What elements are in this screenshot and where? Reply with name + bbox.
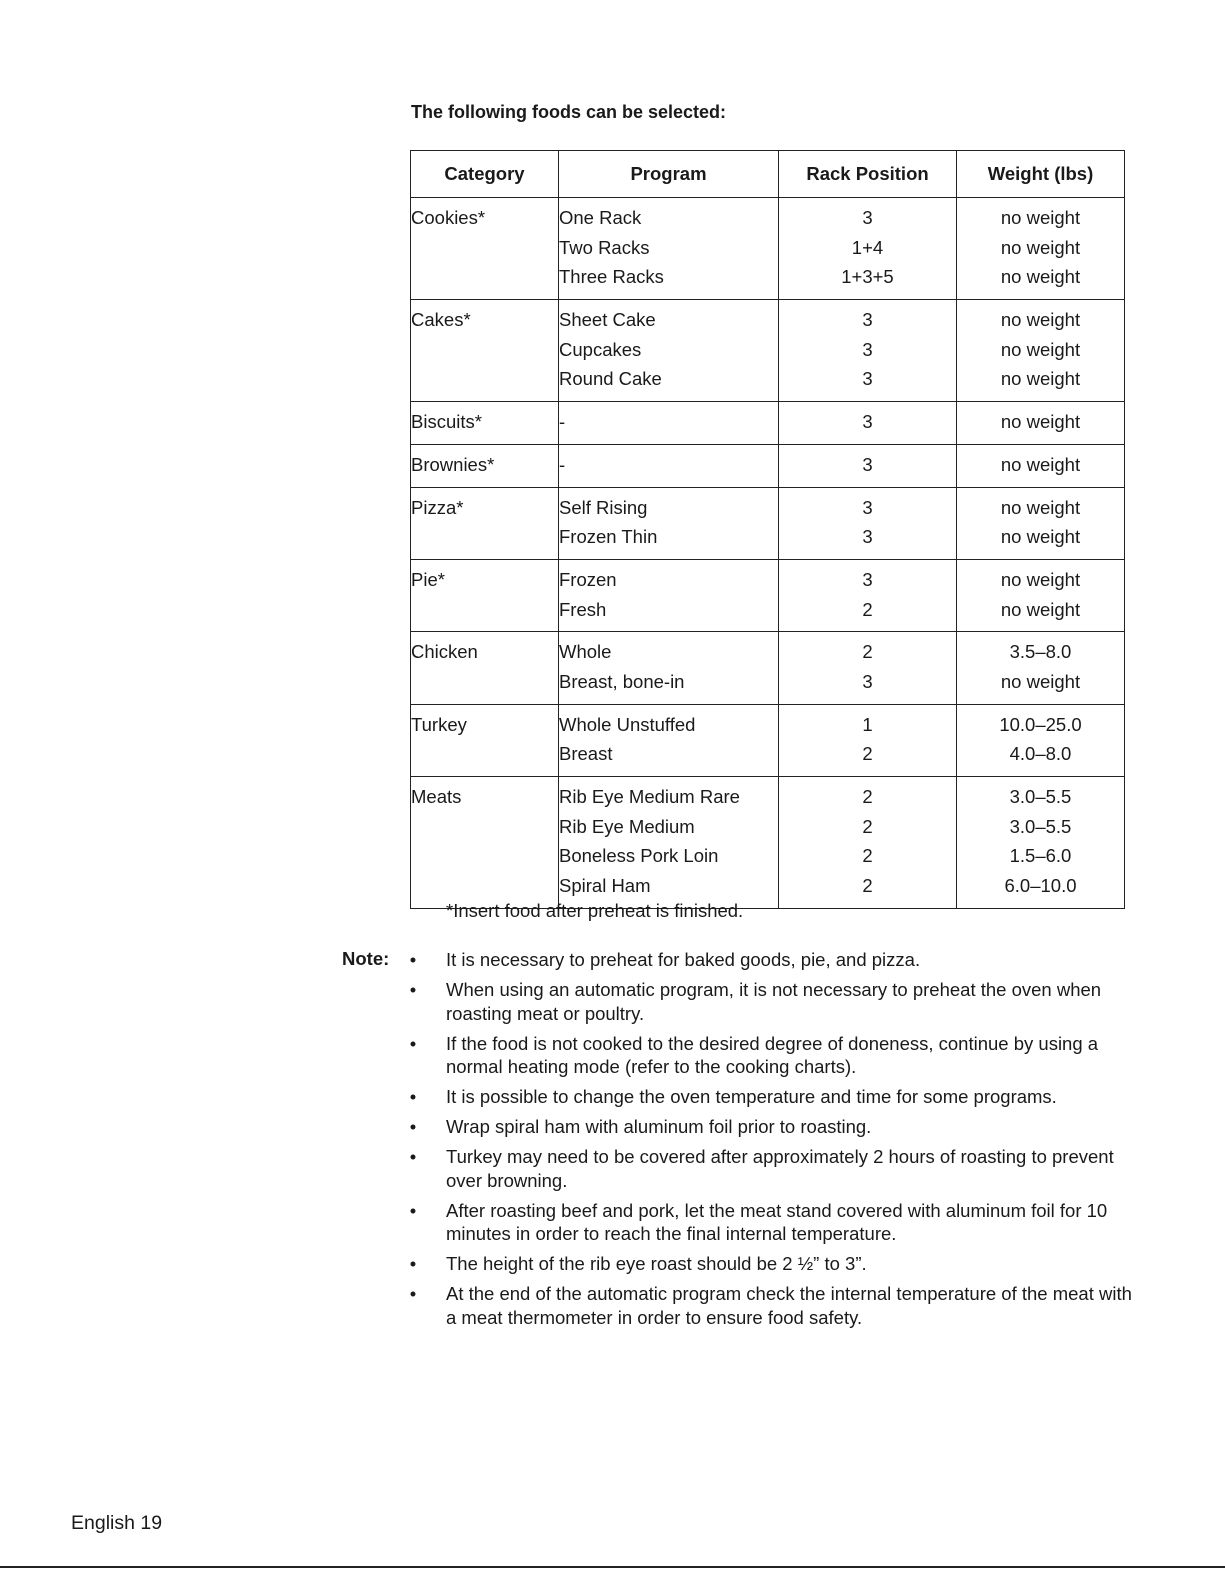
rack-position-value: 3 [862, 568, 873, 590]
program-cell [559, 444, 779, 487]
rack-position-value: 3 [862, 368, 873, 390]
weight-cell [957, 300, 1125, 402]
note-text: At the end of the automatic program check the internal temperature of the meat with a meat thermometer in order to ensure food safety. [446, 1283, 1132, 1328]
rack-position-value: 2 [862, 743, 873, 765]
weight-value: 10.0–25.0 [999, 713, 1082, 735]
note-text: Turkey may need to be covered after approximately 2 hours of roasting to prevent over browning. [446, 1146, 1114, 1191]
weight-cell [957, 198, 1125, 300]
table-body [411, 198, 1125, 909]
rack-position-cell [779, 300, 957, 402]
weight-value: no weight [1000, 411, 1081, 433]
table-row [411, 777, 1125, 909]
weight-value: no weight [1000, 598, 1081, 620]
rack-position-value: 3 [862, 207, 873, 228]
program-label: - [559, 453, 566, 475]
program-label: Cupcakes [559, 338, 642, 360]
program-label: One Rack [559, 207, 642, 228]
weight-value: no weight [1000, 496, 1081, 518]
rack-position-cell [779, 777, 957, 909]
weight-value: 6.0–10.0 [1004, 875, 1077, 897]
program-cell [559, 632, 779, 704]
bullet-icon: • [409, 949, 417, 970]
rack-position-value: 3 [862, 526, 873, 548]
weight-value: no weight [1000, 338, 1081, 360]
note-item [406, 948, 1146, 972]
table-row [411, 198, 1125, 300]
bullet-icon: • [409, 1116, 417, 1137]
rack-position-cell [779, 198, 957, 300]
weight-value: 3.0–5.5 [1009, 815, 1072, 837]
weight-value: no weight [1000, 453, 1081, 475]
note-text: When using an automatic program, it is not necessary to preheat the oven when roasting meat or poultry. [446, 979, 1102, 1024]
note-item [406, 1032, 1146, 1079]
note-item [406, 1199, 1146, 1246]
weight-value: no weight [1000, 266, 1081, 288]
program-label: Boneless Pork Loin [559, 845, 719, 867]
category-cell [411, 777, 559, 909]
column-header-category: Category [411, 151, 559, 198]
program-label: Rib Eye Medium [559, 815, 695, 837]
weight-cell [957, 777, 1125, 909]
program-cell [559, 777, 779, 909]
program-label: Fresh [559, 598, 607, 620]
table-row [411, 300, 1125, 402]
weight-value: 4.0–8.0 [1009, 743, 1072, 765]
weight-cell [957, 444, 1125, 487]
bullet-icon: • [409, 1253, 417, 1274]
bullet-icon: • [409, 1283, 417, 1304]
rack-position-cell [779, 444, 957, 487]
weight-cell [957, 632, 1125, 704]
note-item [406, 1282, 1146, 1329]
rack-position-value: 2 [862, 815, 873, 837]
program-label: Breast, bone-in [559, 670, 685, 692]
footer-rule [0, 1566, 1225, 1568]
rack-position-value: 3 [862, 496, 873, 518]
program-label: Self Rising [559, 496, 648, 518]
rack-position-value: 1 [862, 713, 873, 735]
weight-value: no weight [1000, 670, 1081, 692]
note-text: The height of the rib eye roast should be 2 ½” to 3”. [446, 1253, 867, 1274]
weight-cell [957, 704, 1125, 776]
weight-value: no weight [1000, 526, 1081, 548]
note-text: It is possible to change the oven temperature and time for some programs. [446, 1086, 1057, 1107]
notes-list [406, 948, 1146, 1336]
note-item [406, 1252, 1146, 1276]
bullet-icon: • [409, 1032, 417, 1054]
category-cell [411, 444, 559, 487]
column-header-rack-position: Rack Position [779, 151, 957, 198]
rack-position-value: 1+3+5 [841, 266, 894, 288]
note-item [406, 1115, 1146, 1139]
program-cell [559, 198, 779, 300]
table-row [411, 632, 1125, 704]
category-label: Meats [411, 786, 462, 807]
rack-position-cell [779, 704, 957, 776]
bullet-icon: • [409, 1146, 417, 1167]
program-label: Whole [559, 641, 612, 663]
program-label: Sheet Cake [559, 309, 656, 331]
bullet-icon: • [409, 1086, 417, 1107]
weight-value: no weight [1000, 207, 1081, 228]
category-cell [411, 632, 559, 704]
program-cell [559, 559, 779, 631]
table-row [411, 444, 1125, 487]
weight-value: 3.0–5.5 [1009, 786, 1072, 807]
rack-position-value: 2 [862, 641, 873, 663]
weight-cell [957, 487, 1125, 559]
category-cell [411, 487, 559, 559]
program-label: Frozen Thin [559, 526, 658, 548]
table-row [411, 402, 1125, 445]
weight-value: no weight [1000, 368, 1081, 390]
category-cell [411, 402, 559, 445]
program-label: Three Racks [559, 266, 664, 288]
category-cell [411, 300, 559, 402]
category-label: Cookies* [411, 207, 486, 228]
program-label: Frozen [559, 568, 617, 590]
footnote: *Insert food after preheat is finished. [446, 900, 744, 921]
table-header-row [411, 151, 1125, 198]
category-cell [411, 198, 559, 300]
table-row [411, 704, 1125, 776]
program-cell [559, 704, 779, 776]
program-label: Two Racks [559, 236, 650, 258]
food-programs-table [410, 150, 1125, 909]
note-item [406, 1085, 1146, 1109]
weight-value: no weight [1000, 236, 1081, 258]
rack-position-value: 2 [862, 875, 873, 897]
program-cell [559, 300, 779, 402]
program-label: Breast [559, 743, 613, 765]
note-text: After roasting beef and pork, let the meat stand covered with aluminum foil for 10 minutes in order to reach the final internal temperature. [446, 1199, 1108, 1244]
category-cell [411, 559, 559, 631]
weight-value: no weight [1000, 309, 1081, 331]
program-cell [559, 487, 779, 559]
weight-cell [957, 559, 1125, 631]
rack-position-cell [779, 487, 957, 559]
program-label: - [559, 411, 566, 433]
program-label: Round Cake [559, 368, 662, 390]
page-number: English 19 [71, 1512, 163, 1534]
weight-value: 1.5–6.0 [1009, 845, 1072, 867]
category-label: Pie* [411, 568, 445, 590]
rack-position-value: 3 [862, 453, 873, 475]
note-text: It is necessary to preheat for baked goods, pie, and pizza. [446, 949, 921, 970]
weight-value: no weight [1000, 568, 1081, 590]
rack-position-cell [779, 632, 957, 704]
note-text: Wrap spiral ham with aluminum foil prior to roasting. [446, 1116, 872, 1137]
rack-position-value: 3 [862, 338, 873, 360]
category-label: Cakes* [411, 309, 471, 331]
program-label: Spiral Ham [559, 875, 651, 897]
rack-position-value: 2 [862, 598, 873, 620]
rack-position-value: 2 [862, 786, 873, 807]
note-item [406, 978, 1146, 1025]
program-cell [559, 402, 779, 445]
note-label: Note: [342, 948, 390, 969]
category-label: Pizza* [411, 496, 464, 518]
note-text: If the food is not cooked to the desired degree of doneness, continue by using a normal heating mode (refer to the cooking charts). [446, 1032, 1099, 1077]
note-item [406, 1145, 1146, 1192]
category-label: Turkey [411, 713, 467, 735]
weight-value: 3.5–8.0 [1009, 641, 1072, 663]
table-row [411, 559, 1125, 631]
table-row [411, 487, 1125, 559]
rack-position-value: 3 [862, 411, 873, 433]
rack-position-cell [779, 402, 957, 445]
column-header-program: Program [559, 151, 779, 198]
category-cell [411, 704, 559, 776]
rack-position-value: 1+4 [851, 236, 884, 258]
category-label: Biscuits* [411, 411, 482, 433]
rack-position-value: 2 [862, 845, 873, 867]
category-label: Chicken [411, 641, 478, 663]
weight-cell [957, 402, 1125, 445]
bullet-icon: • [409, 1199, 417, 1221]
rack-position-cell [779, 559, 957, 631]
bullet-icon: • [409, 979, 417, 1000]
category-label: Brownies* [411, 453, 495, 475]
section-heading: The following foods can be selected: [411, 102, 727, 122]
rack-position-value: 3 [862, 670, 873, 692]
program-label: Whole Unstuffed [559, 713, 696, 735]
column-header-weight: Weight (lbs) [957, 151, 1125, 198]
program-label: Rib Eye Medium Rare [559, 786, 740, 807]
rack-position-value: 3 [862, 309, 873, 331]
